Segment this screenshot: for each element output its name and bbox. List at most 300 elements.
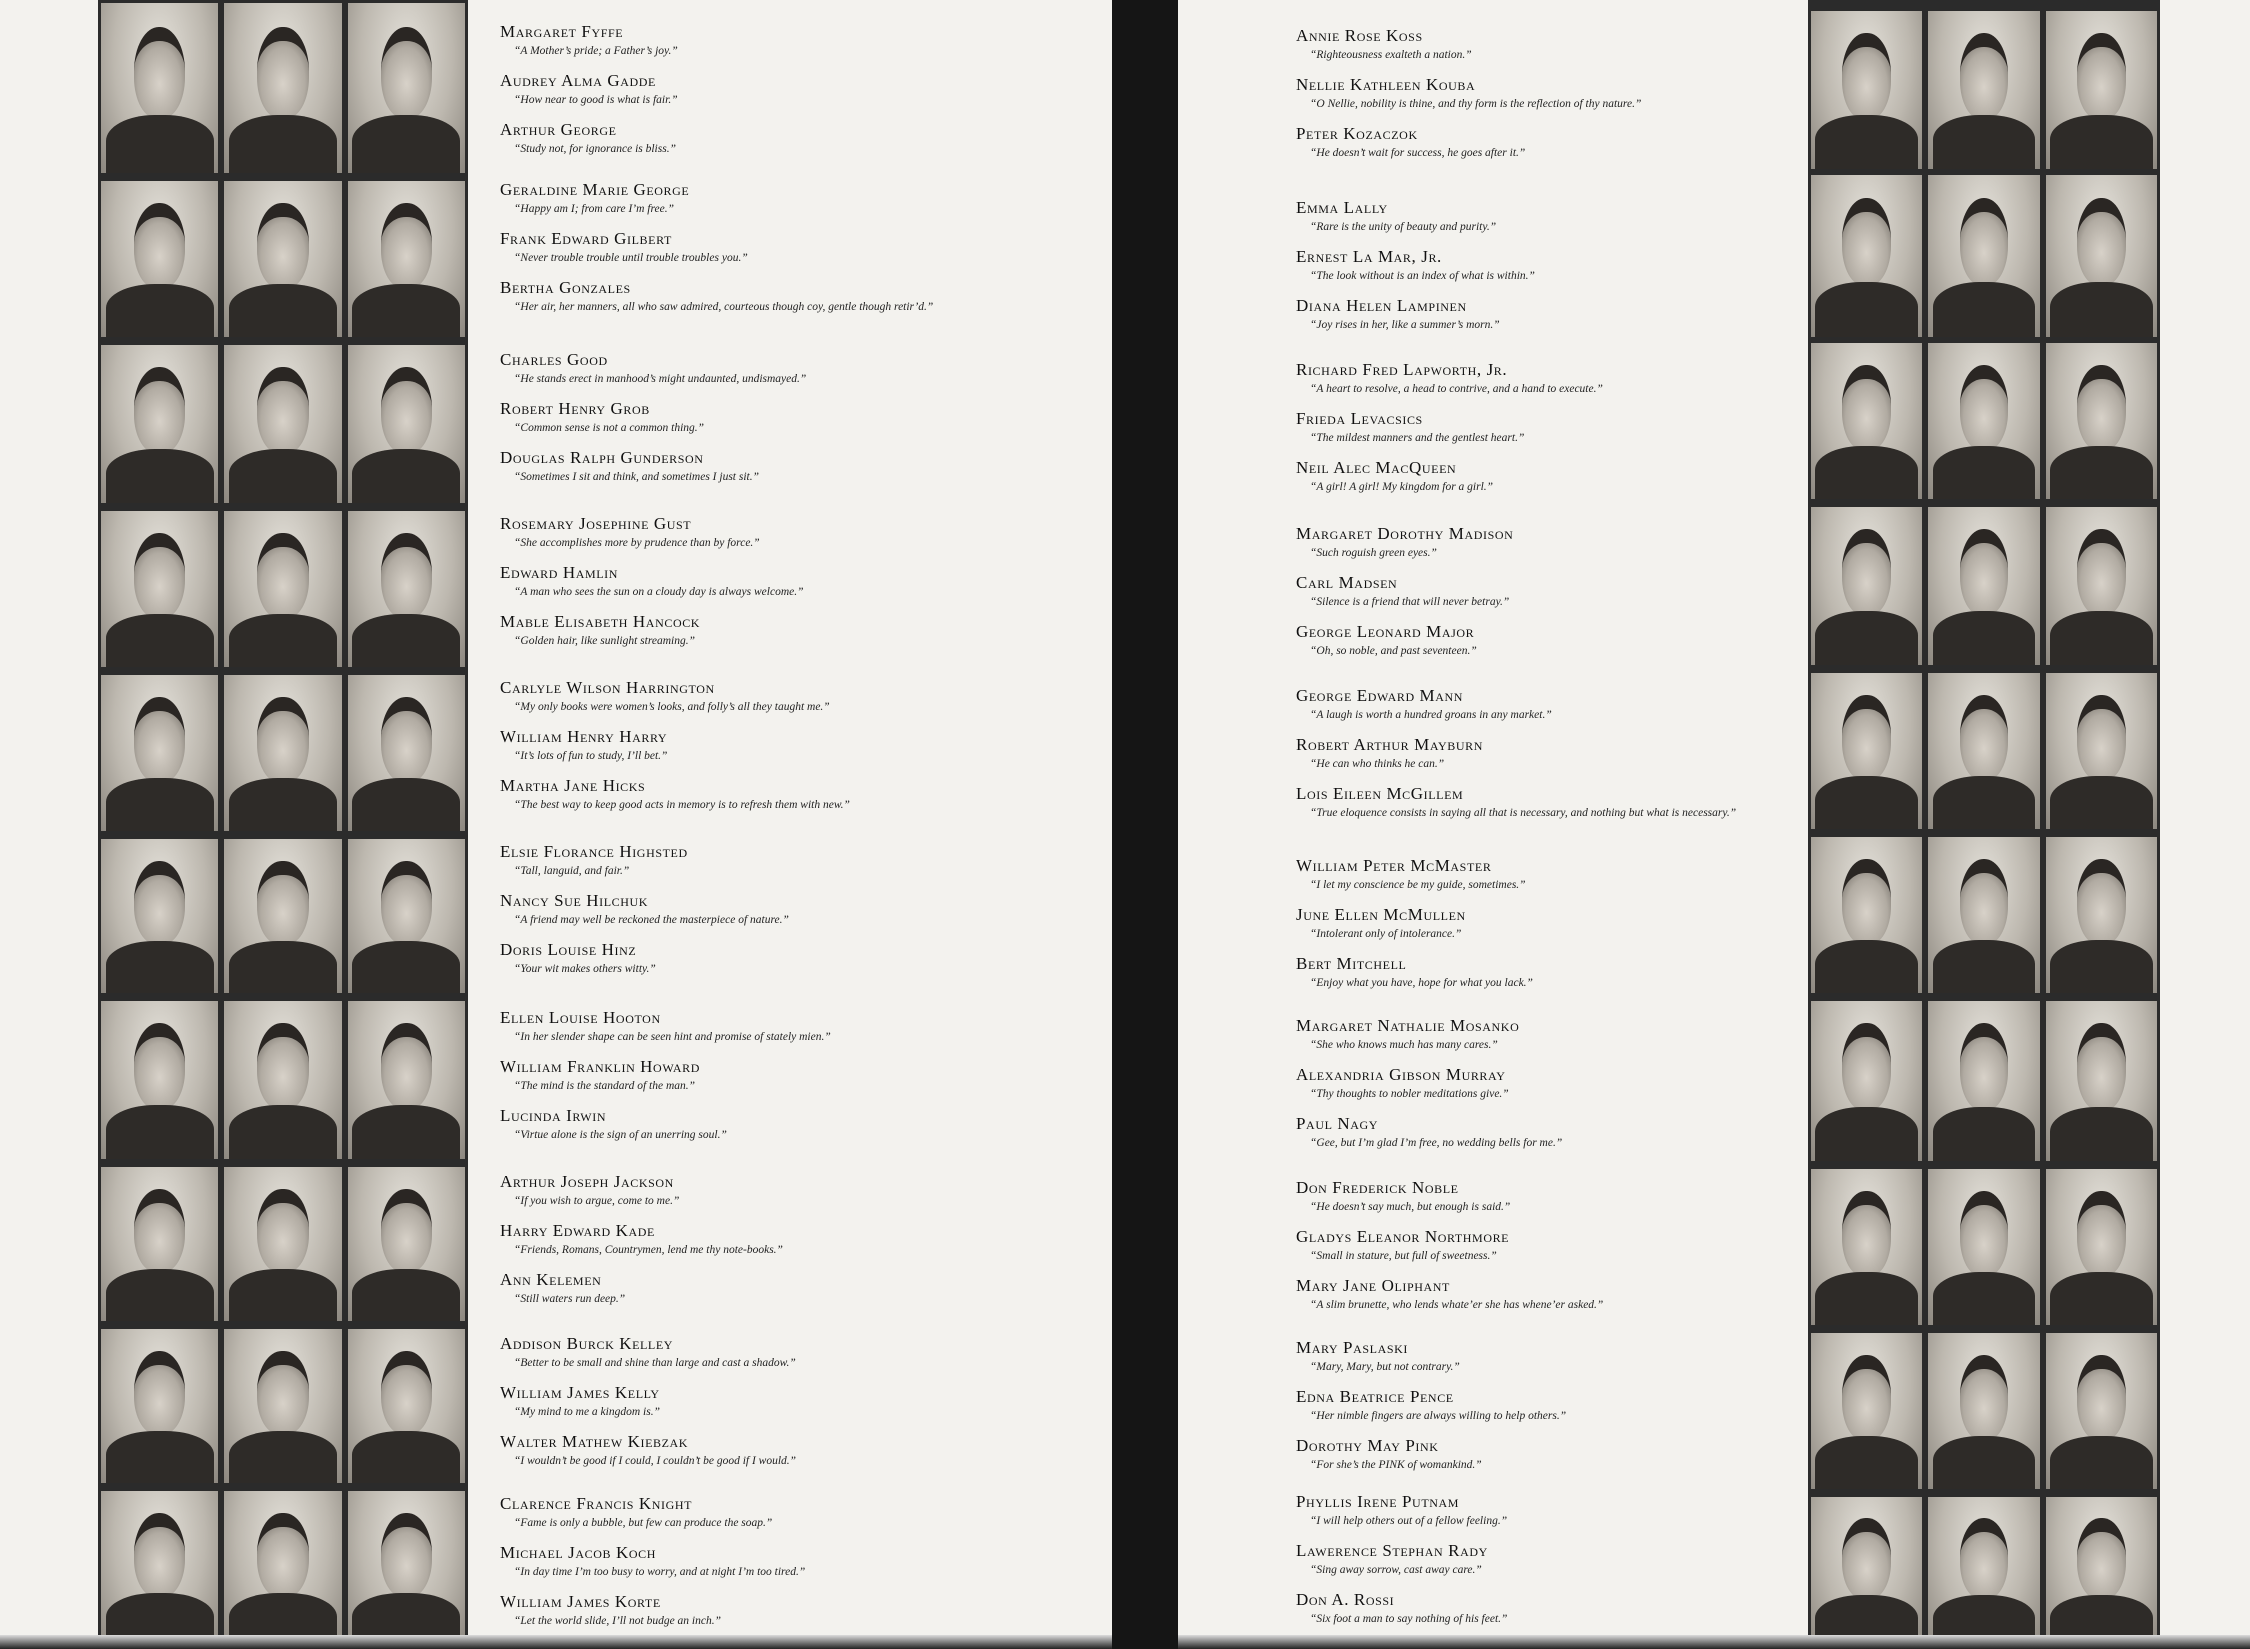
portrait-row [1808,834,2160,996]
student-name: Peter Kozaczok [1296,124,1418,143]
portrait-head [257,1351,309,1436]
student-entry [500,727,1100,763]
portrait-head [257,1513,309,1598]
student-name: Addison Burck Kelley [500,1334,674,1353]
portrait-head [381,1189,433,1274]
portrait-head [1842,365,1891,451]
portrait-shoulders [106,115,214,173]
student-entry [500,71,1100,107]
portrait-head [257,27,309,119]
student-entry [500,1106,1100,1142]
portrait-row [98,0,468,176]
student-entry [1296,1541,1816,1577]
student-name: Mable Elisabeth Hancock [500,612,701,631]
student-name: Edward Hamlin [500,563,619,582]
student-entry [1296,1114,1816,1150]
portrait-shoulders [229,941,337,993]
student-entry [500,1592,1100,1628]
portrait-shoulders [352,1431,460,1483]
student-portrait [101,1329,218,1483]
student-entry [1296,296,1816,332]
portrait-shoulders [106,449,214,503]
right-yearbook-page [1178,0,2250,1649]
portrait-shoulders [1933,776,2035,829]
left-yearbook-page [0,0,1112,1649]
student-quote: “In day time I’m too busy to worry, and at night I’m too tired.” [514,1566,806,1578]
portrait-shoulders [106,941,214,993]
student-entry-group [500,350,1100,497]
portrait-head [381,27,433,119]
student-portrait [2046,343,2157,499]
portrait-head [257,203,309,289]
portrait-head [1960,198,2009,287]
student-quote: “My only books were women’s looks, and folly’s all they taught me.” [514,701,830,713]
portrait-shoulders [352,614,460,667]
portrait-shoulders [106,614,214,667]
portrait-head [1842,1518,1891,1601]
student-entry [1296,1276,1816,1312]
student-quote: “I wouldn’t be good if I could, I couldn’t be good if I would.” [514,1455,797,1467]
portrait-head [1842,1191,1891,1277]
student-entry-group [1296,1492,1816,1639]
student-name: Bert Mitchell [1296,954,1407,973]
student-entry [500,1057,1100,1093]
right-portrait-column [1808,0,2160,1649]
portrait-head [2077,33,2126,120]
student-name: Charles Good [500,350,608,369]
student-quote: “Sometimes I sit and think, and sometimes I just sit.” [514,471,760,483]
student-entry [500,612,1100,648]
student-quote: “Happy am I; from care I’m free.” [514,203,675,215]
student-quote: “Intolerant only of intolerance.” [1310,928,1462,940]
portrait-row [98,1488,468,1649]
student-entry [1296,75,1816,111]
portrait-row [1808,172,2160,340]
portrait-head [257,1189,309,1274]
student-portrait [348,1329,465,1483]
student-entry [500,1543,1100,1579]
portrait-shoulders [1815,1272,1917,1325]
student-portrait [348,1491,465,1646]
portrait-head [257,533,309,619]
student-name: George Edward Mann [1296,686,1464,705]
portrait-head [134,861,186,946]
portrait-shoulders [2050,1272,2152,1325]
student-quote: “A slim brunette, who lends whate’er she has whene’er asked.” [1310,1299,1604,1311]
student-entry [500,1383,1100,1419]
student-quote: “Fame is only a bubble, but few can produce the soap.” [514,1517,773,1529]
student-name: Lois Eileen McGillem [1296,784,1464,803]
student-portrait [1811,1497,1922,1646]
student-quote: “Her nimble fingers are always willing to help others.” [1310,1410,1567,1422]
student-entry [1296,1227,1816,1263]
student-entry [500,1270,1100,1306]
student-name: Arthur George [500,120,617,139]
student-name: Frank Edward Gilbert [500,229,672,248]
portrait-shoulders [1815,1436,1917,1489]
student-entry [500,1172,1100,1208]
portrait-shoulders [2050,940,2152,993]
student-quote: “Joy rises in her, like a summer’s morn.” [1310,319,1500,331]
student-entry-group [500,514,1100,661]
portrait-row [1808,670,2160,832]
student-quote: “Virtue alone is the sign of an unerring soul.” [514,1129,727,1141]
student-quote: “A man who sees the sun on a cloudy day is always welcome.” [514,586,804,598]
student-entry-group [500,678,1100,825]
portrait-head [134,533,186,619]
portrait-shoulders [1933,1272,2035,1325]
student-quote: “True eloquence consists in saying all that is necessary, and nothing but what is necessary.” [1310,807,1737,819]
student-name: William Peter McMaster [1296,856,1492,875]
portrait-shoulders [1933,940,2035,993]
student-entry-group [1296,26,1816,173]
portrait-shoulders [352,449,460,503]
portrait-shoulders [1933,282,2035,337]
portrait-head [134,1023,186,1110]
student-quote: “Study not, for ignorance is bliss.” [514,143,676,155]
student-portrait [2046,507,2157,665]
student-portrait [2046,1169,2157,1325]
portrait-head [134,203,186,289]
portrait-shoulders [1815,446,1917,499]
student-portrait [1811,175,1922,337]
student-quote: “He can who thinks he can.” [1310,758,1445,770]
student-entry [1296,524,1816,560]
portrait-shoulders [352,778,460,831]
student-portrait [224,1329,341,1483]
student-portrait [101,839,218,993]
student-entry-group [500,1172,1100,1319]
portrait-head [1960,859,2009,945]
student-entry-group [500,842,1100,989]
portrait-row [1808,1330,2160,1492]
portrait-head [381,861,433,946]
student-portrait [1811,507,1922,665]
student-name: Nellie Kathleen Kouba [1296,75,1476,94]
student-quote: “Gee, but I’m glad I’m free, no wedding bells for me.” [1310,1137,1563,1149]
portrait-shoulders [1815,940,1917,993]
student-name: Mary Jane Oliphant [1296,1276,1450,1295]
student-name: Diana Helen Lampinen [1296,296,1467,315]
student-entry [500,1221,1100,1257]
portrait-shoulders [106,1431,214,1483]
portrait-row [98,1164,468,1324]
student-portrait [1928,1333,2039,1489]
portrait-shoulders [106,1105,214,1159]
student-portrait [1928,11,2039,169]
student-name: Robert Henry Grob [500,399,650,418]
student-name: Lucinda Irwin [500,1106,607,1125]
student-name: Dorothy May Pink [1296,1436,1439,1455]
student-entry-group [1296,1338,1816,1485]
student-entry [500,842,1100,878]
student-name: Nancy Sue Hilchuk [500,891,649,910]
student-quote: “She who knows much has many cares.” [1310,1039,1498,1051]
portrait-shoulders [229,1431,337,1483]
student-entry [1296,360,1816,396]
student-portrait [2046,175,2157,337]
student-name: Neil Alec MacQueen [1296,458,1457,477]
student-entry [1296,1178,1816,1214]
portrait-head [1960,695,2009,781]
portrait-head [1960,1191,2009,1277]
student-name: Gladys Eleanor Northmore [1296,1227,1510,1246]
student-name: Bertha Gonzales [500,278,631,297]
student-name: Margaret Nathalie Mosanko [1296,1016,1520,1035]
portrait-head [257,1023,309,1110]
student-portrait [348,1001,465,1159]
portrait-row [98,836,468,996]
student-entry [1296,247,1816,283]
student-entry [500,1008,1100,1044]
student-name: Audrey Alma Gadde [500,71,656,90]
student-quote: “He doesn’t wait for success, he goes after it.” [1310,147,1526,159]
student-entry [500,22,1100,58]
portrait-shoulders [106,1269,214,1321]
student-portrait [348,181,465,337]
portrait-head [2077,1518,2126,1601]
student-portrait [2046,1333,2157,1489]
student-name: Ann Kelemen [500,1270,602,1289]
portrait-shoulders [1815,115,1917,169]
student-entry [1296,1590,1816,1626]
portrait-head [1842,1023,1891,1111]
portrait-head [2077,198,2126,287]
student-entry [1296,905,1816,941]
student-entry [1296,1436,1816,1472]
portrait-row [1808,1494,2160,1649]
portrait-shoulders [229,449,337,503]
student-quote: “Tall, languid, and fair.” [514,865,630,877]
portrait-shoulders [1933,1107,2035,1161]
student-quote: “Righteousness exalteth a nation.” [1310,49,1472,61]
student-entry [500,776,1100,812]
student-quote: “A laugh is worth a hundred groans in any market.” [1310,709,1552,721]
portrait-head [134,367,186,454]
student-portrait [1928,343,2039,499]
student-entry [1296,26,1816,62]
student-quote: “The mind is the standard of the man.” [514,1080,696,1092]
student-portrait [224,345,341,503]
portrait-head [1842,198,1891,287]
portrait-shoulders [1933,611,2035,665]
student-entry-group [500,1334,1100,1481]
student-portrait [101,3,218,173]
student-entry [1296,784,1816,820]
portrait-shoulders [229,284,337,337]
portrait-head [134,27,186,119]
portrait-head [1960,529,2009,616]
student-entry-group [1296,198,1816,345]
portrait-head [257,861,309,946]
student-portrait [1811,11,1922,169]
portrait-head [257,697,309,783]
student-entry [500,120,1100,156]
student-entry [1296,1387,1816,1423]
student-quote: “Sing away sorrow, cast away care.” [1310,1564,1482,1576]
student-quote: “Enjoy what you have, hope for what you lack.” [1310,977,1533,989]
student-entry [500,278,1100,314]
student-name: Frieda Levacsics [1296,409,1423,428]
portrait-shoulders [2050,115,2152,169]
portrait-head [381,367,433,454]
student-quote: “Such roguish green eyes.” [1310,547,1437,559]
portrait-row [98,342,468,506]
portrait-row [1808,1166,2160,1328]
portrait-head [1960,365,2009,451]
student-quote: “How near to good is what is fair.” [514,94,678,106]
student-quote: “A girl! A girl! My kingdom for a girl.” [1310,481,1494,493]
student-portrait [1928,673,2039,829]
student-quote: “Thy thoughts to nobler meditations give.” [1310,1088,1509,1100]
student-entry [1296,198,1816,234]
student-portrait [224,1167,341,1321]
student-name: Robert Arthur Mayburn [1296,735,1484,754]
student-name: Geraldine Marie George [500,180,690,199]
student-name: Carlyle Wilson Harrington [500,678,715,697]
portrait-shoulders [352,1269,460,1321]
student-quote: “Her air, her manners, all who saw admired, courteous though coy, gentle though retir’d.” [514,301,934,313]
student-name: William James Korte [500,1592,661,1611]
portrait-shoulders [229,778,337,831]
student-entry [1296,1016,1816,1052]
student-name: Carl Madsen [1296,573,1398,592]
portrait-shoulders [106,284,214,337]
portrait-shoulders [229,1269,337,1321]
portrait-shoulders [1815,611,1917,665]
student-name: Martha Jane Hicks [500,776,646,795]
student-quote: “If you wish to argue, come to me.” [514,1195,680,1207]
student-entry [1296,686,1816,722]
student-quote: “The best way to keep good acts in memory is to refresh them with new.” [514,799,850,811]
portrait-shoulders [1815,1107,1917,1161]
portrait-head [134,697,186,783]
portrait-shoulders [2050,1107,2152,1161]
portrait-shoulders [2050,446,2152,499]
student-entry [500,514,1100,550]
student-name: Arthur Joseph Jackson [500,1172,674,1191]
student-quote: “A Mother’s pride; a Father’s joy.” [514,45,678,57]
student-quote: “Still waters run deep.” [514,1293,626,1305]
student-quote: “Silence is a friend that will never betray.” [1310,596,1510,608]
student-portrait [224,181,341,337]
portrait-shoulders [2050,1436,2152,1489]
student-quote: “I will help others out of a fellow feeling.” [1310,1515,1508,1527]
student-name: Don A. Rossi [1296,1590,1395,1609]
student-name: Edna Beatrice Pence [1296,1387,1454,1406]
portrait-shoulders [352,284,460,337]
student-entry-group [500,180,1100,327]
student-portrait [224,1001,341,1159]
student-entry-group [500,22,1100,169]
portrait-shoulders [352,1105,460,1159]
portrait-row [98,1326,468,1486]
student-entry [1296,573,1816,609]
portrait-head [134,1351,186,1436]
student-quote: “Better to be small and shine than large and cast a shadow.” [514,1357,796,1369]
student-entry-group [1296,524,1816,671]
student-name: Walter Mathew Kiebzak [500,1432,689,1451]
student-entry [500,350,1100,386]
student-quote: “Six foot a man to say nothing of his feet.” [1310,1613,1508,1625]
student-quote: “Never trouble trouble until trouble troubles you.” [514,252,748,264]
student-entry-group [1296,856,1816,1003]
student-entry [500,1334,1100,1370]
student-entry [500,940,1100,976]
portrait-head [134,1189,186,1274]
student-portrait [348,345,465,503]
student-portrait [1811,1001,1922,1161]
student-portrait [348,3,465,173]
portrait-row [1808,998,2160,1164]
student-portrait [224,675,341,831]
student-name: Rosemary Josephine Gust [500,514,692,533]
student-quote: “Friends, Romans, Countrymen, lend me thy note-books.” [514,1244,783,1256]
student-name: William Henry Harry [500,727,668,746]
student-portrait [1928,175,2039,337]
student-name: Alexandria Gibson Murray [1296,1065,1506,1084]
student-entry [1296,409,1816,445]
student-portrait [224,3,341,173]
student-portrait [101,1167,218,1321]
student-portrait [1928,837,2039,993]
student-portrait [101,1001,218,1159]
student-entry-group [500,1494,1100,1641]
student-name: Phyllis Irene Putnam [1296,1492,1460,1511]
student-name: Mary Paslaski [1296,1338,1408,1357]
portrait-head [381,1023,433,1110]
student-portrait [348,1167,465,1321]
student-quote: “He doesn’t say much, but enough is said.” [1310,1201,1511,1213]
student-portrait [101,511,218,667]
student-name: Harry Edward Kade [500,1221,655,1240]
student-entry [1296,458,1816,494]
portrait-shoulders [1933,446,2035,499]
student-entry [1296,735,1816,771]
portrait-shoulders [2050,776,2152,829]
portrait-head [381,1351,433,1436]
student-quote: “My mind to me a kingdom is.” [514,1406,660,1418]
portrait-head [1960,33,2009,120]
portrait-shoulders [2050,282,2152,337]
student-name: William James Kelly [500,1383,660,1402]
student-entry-group [1296,360,1816,507]
student-entry [500,1432,1100,1468]
portrait-row [98,672,468,834]
portrait-head [1842,1355,1891,1441]
student-name: Paul Nagy [1296,1114,1379,1133]
student-quote: “For she’s the PINK of womankind.” [1310,1459,1482,1471]
student-entry [1296,954,1816,990]
student-portrait [101,181,218,337]
student-entry [500,563,1100,599]
student-name: William Franklin Howard [500,1057,701,1076]
portrait-head [381,697,433,783]
student-quote: “Oh, so noble, and past seventeen.” [1310,645,1477,657]
portrait-shoulders [229,614,337,667]
portrait-head [134,1513,186,1598]
student-name: Richard Fred Lapworth, Jr. [1296,360,1508,379]
student-quote: “She accomplishes more by prudence than by force.” [514,537,760,549]
student-name: Doris Louise Hinz [500,940,637,959]
student-quote: “A heart to resolve, a head to contrive, and a hand to execute.” [1310,383,1603,395]
student-name: Clarence Francis Knight [500,1494,693,1513]
student-entry [1296,124,1816,160]
student-portrait [101,675,218,831]
portrait-row [98,998,468,1162]
student-quote: “I let my conscience be my guide, sometimes.” [1310,879,1526,891]
student-quote: “Mary, Mary, but not contrary.” [1310,1361,1460,1373]
